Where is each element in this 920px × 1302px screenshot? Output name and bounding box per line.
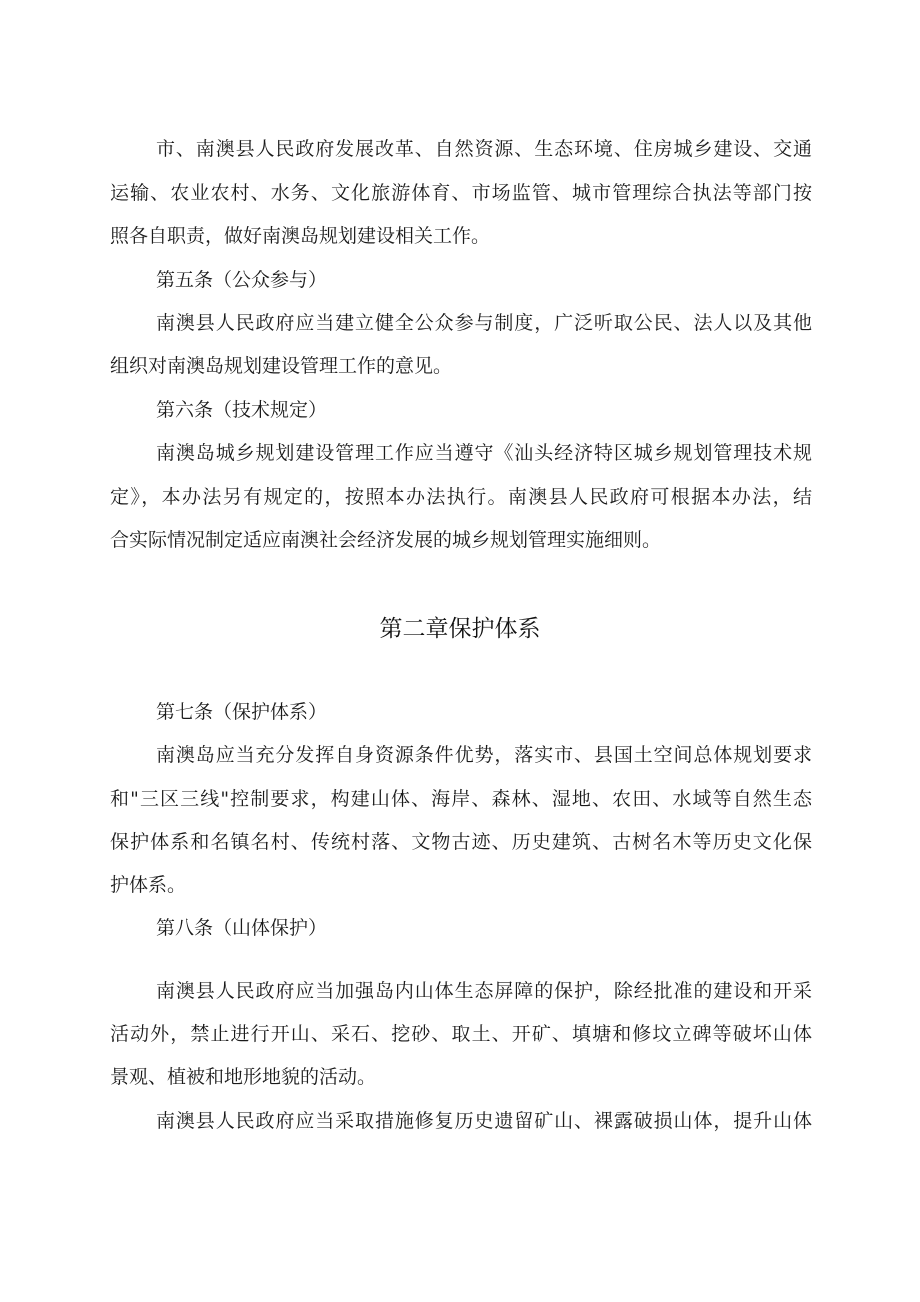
paragraph-line: 照各自职责，做好南澳岛规划建设相关工作。 <box>110 225 491 247</box>
paragraph-line: 南澳县人民政府应当采取措施修复历史遗留矿山、裸露破损山体，提升山体 <box>156 1110 812 1132</box>
article-heading: 第八条（山体保护） <box>156 917 328 939</box>
paragraph-line: 南澳县人民政府应当建立健全公众参与制度，广泛听取公民、法人以及其他 <box>156 312 812 334</box>
article-heading: 第六条（技术规定） <box>156 399 328 421</box>
paragraph-line: 和"三区三线"控制要求，构建山体、海岸、森林、湿地、农田、水域等自然生态 <box>110 788 812 810</box>
paragraph-line: 活动外，禁止进行开山、采石、挖砂、取土、开矿、填塘和修坟立碑等破坏山体 <box>110 1023 812 1045</box>
paragraph-line: 合实际情况制定适应南澳社会经济发展的城乡规划管理实施细则。 <box>110 529 662 551</box>
paragraph-line: 南澳岛城乡规划建设管理工作应当遵守《汕头经济特区城乡规划管理技术规 <box>156 442 812 464</box>
article-heading: 第七条（保护体系） <box>156 701 328 723</box>
paragraph-line: 组织对南澳岛规划建设管理工作的意见。 <box>110 355 453 377</box>
paragraph-line: 南澳县人民政府应当加强岛内山体生态屏障的保护，除经批准的建设和开采 <box>156 980 812 1002</box>
chapter-title: 第二章保护体系 <box>379 616 541 642</box>
paragraph-line: 护体系。 <box>110 874 187 896</box>
paragraph-line: 市、南澳县人民政府发展改革、自然资源、生态环境、住房城乡建设、交通 <box>156 138 812 160</box>
paragraph-line: 定》，本办法另有规定的，按照本办法执行。南澳县人民政府可根据本办法，结 <box>110 486 812 508</box>
article-heading: 第五条（公众参与） <box>156 269 328 291</box>
paragraph-line: 景观、植被和地形地貌的活动。 <box>110 1066 377 1088</box>
paragraph-line: 运输、农业农村、水务、文化旅游体育、市场监管、城市管理综合执法等部门按 <box>110 182 812 204</box>
paragraph-line: 南澳岛应当充分发挥自身资源条件优势，落实市、县国土空间总体规划要求 <box>156 744 812 766</box>
paragraph-line: 保护体系和名镇名村、传统村落、文物古迹、历史建筑、古树名木等历史文化保 <box>110 831 812 853</box>
